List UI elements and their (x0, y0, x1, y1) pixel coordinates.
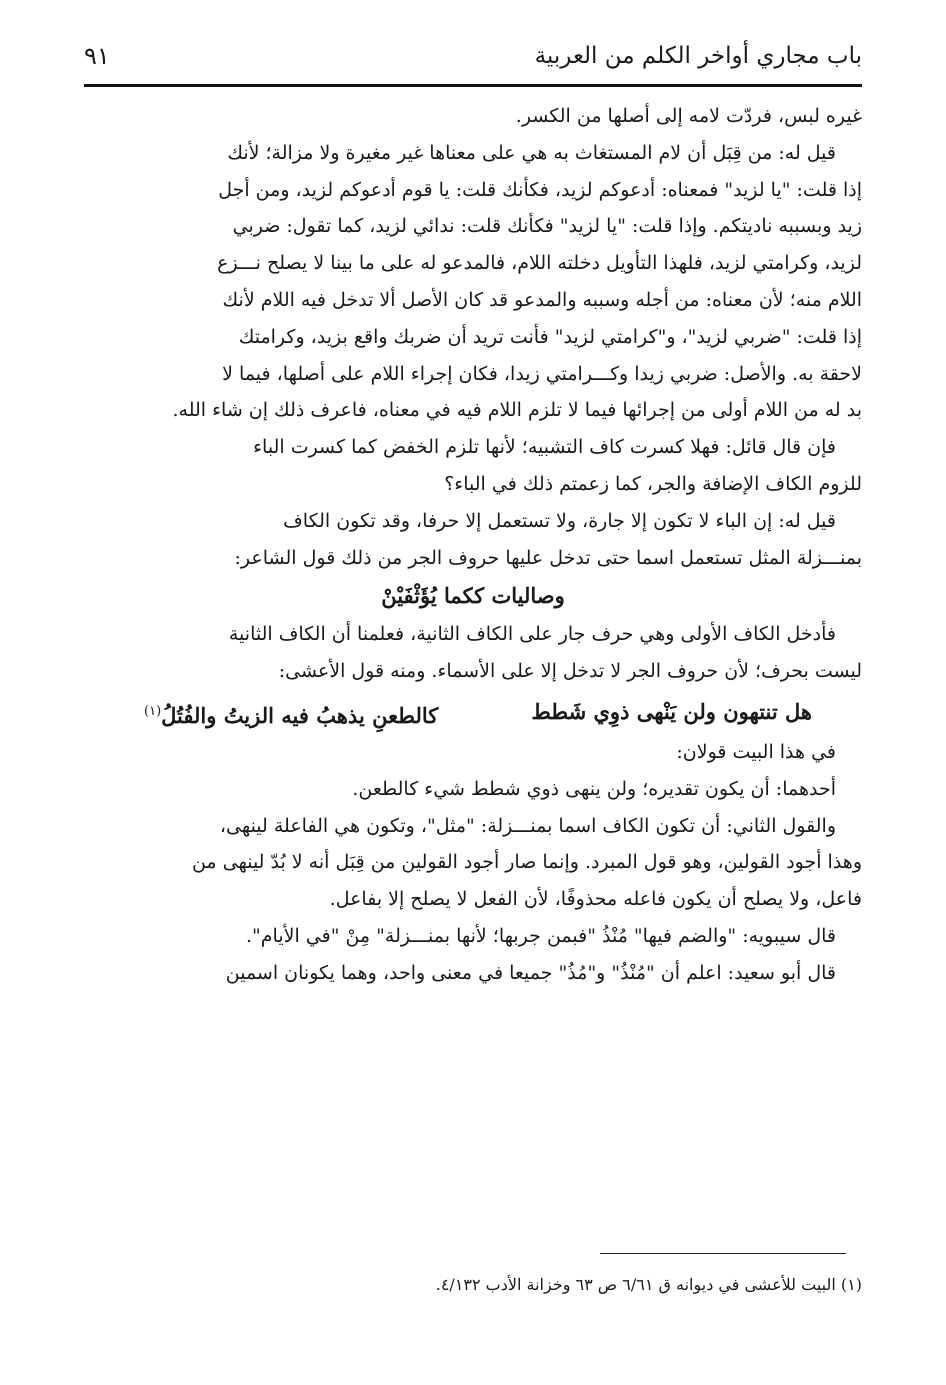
page-header (84, 34, 862, 78)
text-line: للزوم الكاف الإضافة والجر، كما زعمتم ذلك في الباء؟ (444, 472, 862, 495)
text-line: فإن قال قائل: فهلا كسرت كاف التشبيه؛ لأنها تلزم الخفض كما كسرت الباء (253, 436, 836, 459)
text-line: إذا قلت: "يا لزيد" فمعناه: أدعوكم لزيد، فكأنك قلت: يا قوم أدعوكم لزيد، ومن أجل (218, 178, 862, 201)
main-text (84, 98, 862, 992)
text-line: زيد وبسببه ناديتكم. وإذا قلت: "يا لزيد" فكأنك قلت: ندائي لزيد، كما تقول: ضربي (232, 215, 862, 238)
footnote: (١) البيت للأعشى في ديوانه ق ٦/٦١ ص ٦٣ وخزانة الأدب ٤/١٣٢. (435, 1275, 862, 1294)
text-line: لزيد، وكرامتي لزيد، فلهذا التأويل دخلته اللام، فالمدعو له على ما بينا لا يصلح نـــزع (217, 252, 862, 275)
text-line: أحدهما: أن يكون تقديره؛ ولن ينهى ذوي شطط شيء كالطعن. (352, 777, 836, 800)
text-line: والقول الثاني: أن تكون الكاف اسما بمنـــزلة: "مثل"، وتكون هي الفاعلة لينهى، (219, 814, 836, 837)
text-line: فاعل، ولا يصلح أن يكون فاعله محذوفًا، لأن الفعل لا يصلح إلا بفاعل. (329, 888, 862, 911)
text-line: بمنـــزلة المثل تستعمل اسما حتى تدخل عليها حروف الجر من ذلك قول الشاعر: (234, 546, 862, 569)
running-title: باب مجاري أواخر الكلم من العربية (534, 43, 862, 69)
text-line: قال سيبويه: "والضم فيها" مُنْذُ "فبمن جربها؛ لأنها بمنـــزلة" مِنْ "في الأيام". (246, 924, 836, 947)
footnote-rule (600, 1253, 846, 1254)
text-line: في هذا البيت قولان: (676, 740, 836, 763)
verse-second-hemistich: كالطعنِ يذهبُ فيه الزيتُ والفُتُلُ$^{(١)}$ (144, 702, 439, 728)
text-line: ليست بحرف؛ لأن حروف الجر لا تدخل إلا على الأسماء. ومنه قول الأعشى: (278, 660, 862, 683)
footnote-marker: (١) (144, 703, 162, 719)
verse-line: وصاليات ككما يُؤَثْفَيْنْ (381, 583, 565, 609)
text-line: قيل له: من قِبَل أن لام المستغاث به هي على معناها غير مغيرة ولا مزالة؛ لأنك (227, 141, 836, 164)
header-rule (84, 84, 862, 87)
text-line: قيل له: إن الباء لا تكون إلا جارة، ولا تستعمل إلا حرفا، وقد تكون الكاف (283, 509, 836, 532)
text-line: وهذا أجود القولين، وهو قول المبرد. وإنما صار أجود القولين من قِبَل أنه لا بُدّ لينهى من (191, 851, 862, 874)
text-line: قال أبو سعيد: اعلم أن "مُنْذُ" و"مُذُ" جميعا في معنى واحد، وهما يكونان اسمين (225, 961, 836, 984)
text-line: غيره لبس، فردّت لامه إلى أصلها من الكسر. (515, 105, 862, 127)
text-line: إذا قلت: "ضربي لزيد"، و"كرامتي لزيد" فأنت تريد أن ضربك واقع بزيد، وكرامتك (238, 325, 862, 348)
text-line: فأدخل الكاف الأولى وهي حرف جار على الكاف الثانية، فعلمنا أن الكاف الثانية (228, 623, 836, 646)
text-line: لاحقة به. والأصل: ضربي زيدا وكـــرامتي زيدا، فكان إجراء اللام على أصلها، فيما لا (222, 362, 862, 385)
verse-couplet (84, 690, 862, 734)
verse-first-hemistich: هل تنتهون ولن يَنْهى ذوِي شَطط (531, 698, 812, 724)
text-line: بد له من اللام أولى من إجرائها فيما لا تلزم اللام فيه في معناه، فاعرف ذلك إن شاء الله. (172, 399, 862, 422)
text-line: اللام منه؛ لأن معناه: من أجله وسببه والمدعو قد كان الأصل ألا تدخل فيه اللام لأنك (222, 288, 862, 311)
page-number: ٩١ (84, 42, 110, 70)
